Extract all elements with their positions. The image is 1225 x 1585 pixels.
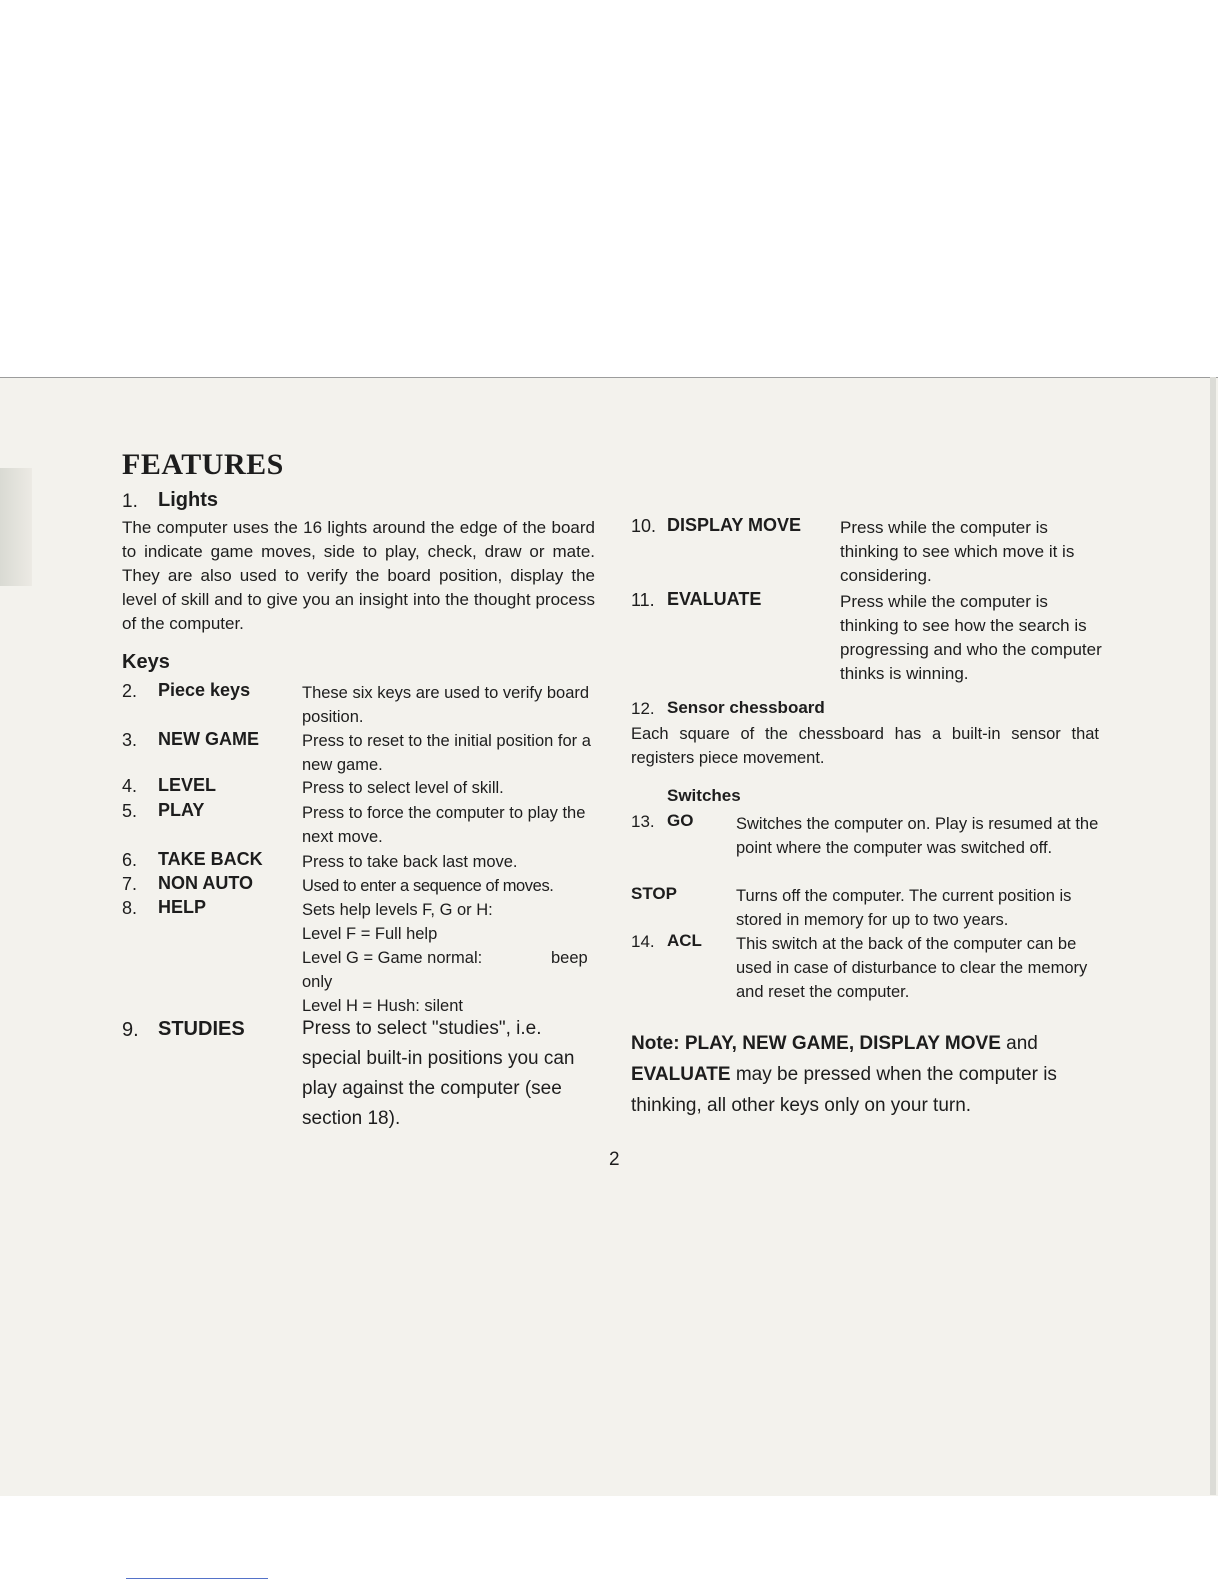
note-and: and xyxy=(1006,1033,1038,1054)
help-level-h: Level H = Hush: silent xyxy=(302,997,463,1015)
section-12-title: Sensor chessboard xyxy=(667,698,825,717)
key-3-desc: Press to reset to the initial position for a new game. xyxy=(302,732,591,774)
switch-14-number: 14. xyxy=(631,932,655,951)
key-8-name: HELP xyxy=(158,897,207,917)
key-9-desc: Press to select "studies", i.e. special built-in positions you can play against the computer (see section 18). xyxy=(302,1018,575,1129)
key-6-name: TAKE BACK xyxy=(158,849,263,869)
key-10-number: 10. xyxy=(631,516,657,536)
key-3-number: 3. xyxy=(122,730,138,750)
section-1-body: The computer uses the 16 lights around the edge of the board to indicate game moves, side to play, check, draw or mate. They are also used to verify the board position, display the level of skill and to give you an insight into the thought process of the computer. xyxy=(122,518,595,633)
page-heading: FEATURES xyxy=(122,448,284,481)
key-6-desc: Press to take back last move. xyxy=(302,853,518,871)
key-5-name: PLAY xyxy=(158,800,205,820)
key-3-name: NEW GAME xyxy=(158,729,259,749)
section-12-body: Each square of the chessboard has a built-in sensor that registers piece movement. xyxy=(631,725,1099,767)
switch-acl-desc: This switch at the back of the computer can be used in case of disturbance to clear the memory and reset the computer. xyxy=(736,935,1088,1001)
key-5-number: 5. xyxy=(122,801,138,821)
page-left-shadow xyxy=(0,468,32,586)
help-level-g: Level G = Game normal: xyxy=(302,949,483,967)
keys-title: Keys xyxy=(122,651,170,673)
page-number: 2 xyxy=(609,1149,620,1170)
key-4-number: 4. xyxy=(122,776,138,796)
note-rest: may be pressed when the computer is thinking, all other keys only on your turn. xyxy=(631,1064,1057,1116)
key-8-number: 8. xyxy=(122,898,138,918)
key-11-name: EVALUATE xyxy=(667,589,762,609)
key-7-number: 7. xyxy=(122,874,138,894)
key-4-desc: Press to select level of skill. xyxy=(302,779,504,797)
key-6-number: 6. xyxy=(122,850,138,870)
key-4-name: LEVEL xyxy=(158,775,217,795)
key-7-name: NON AUTO xyxy=(158,873,254,893)
key-2-desc: These six keys are used to verify board position. xyxy=(302,684,590,726)
section-1-number: 1. xyxy=(122,491,138,512)
switch-go-desc: Switches the computer on. Play is resumed at the point where the computer was switched off. xyxy=(736,815,1099,857)
key-11-number: 11. xyxy=(631,590,655,610)
note-label: Note: xyxy=(631,1033,680,1054)
key-2-name: Piece keys xyxy=(158,680,251,700)
key-10-desc: Press while the computer is thinking to see which move it is considering. xyxy=(840,518,1075,585)
switches-title: Switches xyxy=(667,786,741,805)
key-5-desc: Press to force the computer to play the next move. xyxy=(302,804,586,846)
help-level-f: Level F = Full help xyxy=(302,925,438,943)
key-8-desc: Sets help levels F, G or H: xyxy=(302,901,493,919)
switch-13-number: 13. xyxy=(631,812,655,831)
help-level-g-beep: beep xyxy=(551,949,588,967)
page-right-edge xyxy=(1210,377,1216,1495)
note-keys-1: PLAY, NEW GAME, DISPLAY MOVE xyxy=(684,1033,1001,1054)
switch-stop-desc: Turns off the computer. The current position is stored in memory for up to two years. xyxy=(736,887,1072,929)
note-keys-2: EVALUATE xyxy=(631,1064,731,1085)
section-1-title: Lights xyxy=(158,489,218,511)
help-level-g-only: only xyxy=(302,973,333,991)
switch-go-name: GO xyxy=(667,811,694,830)
note-paragraph xyxy=(631,1028,1101,1121)
switch-acl-name: ACL xyxy=(667,931,702,950)
section-12-number: 12. xyxy=(631,699,655,718)
key-9-number: 9. xyxy=(122,1019,139,1041)
key-10-name: DISPLAY MOVE xyxy=(667,515,802,535)
key-7-desc: Used to enter a sequence of moves. xyxy=(302,877,554,895)
link-underline xyxy=(126,1578,268,1579)
key-9-name: STUDIES xyxy=(158,1018,245,1040)
key-2-number: 2. xyxy=(122,681,138,701)
key-11-desc: Press while the computer is thinking to see how the search is progressing and who the computer thinks is winning. xyxy=(840,592,1102,683)
switch-stop-name: STOP xyxy=(631,884,677,903)
